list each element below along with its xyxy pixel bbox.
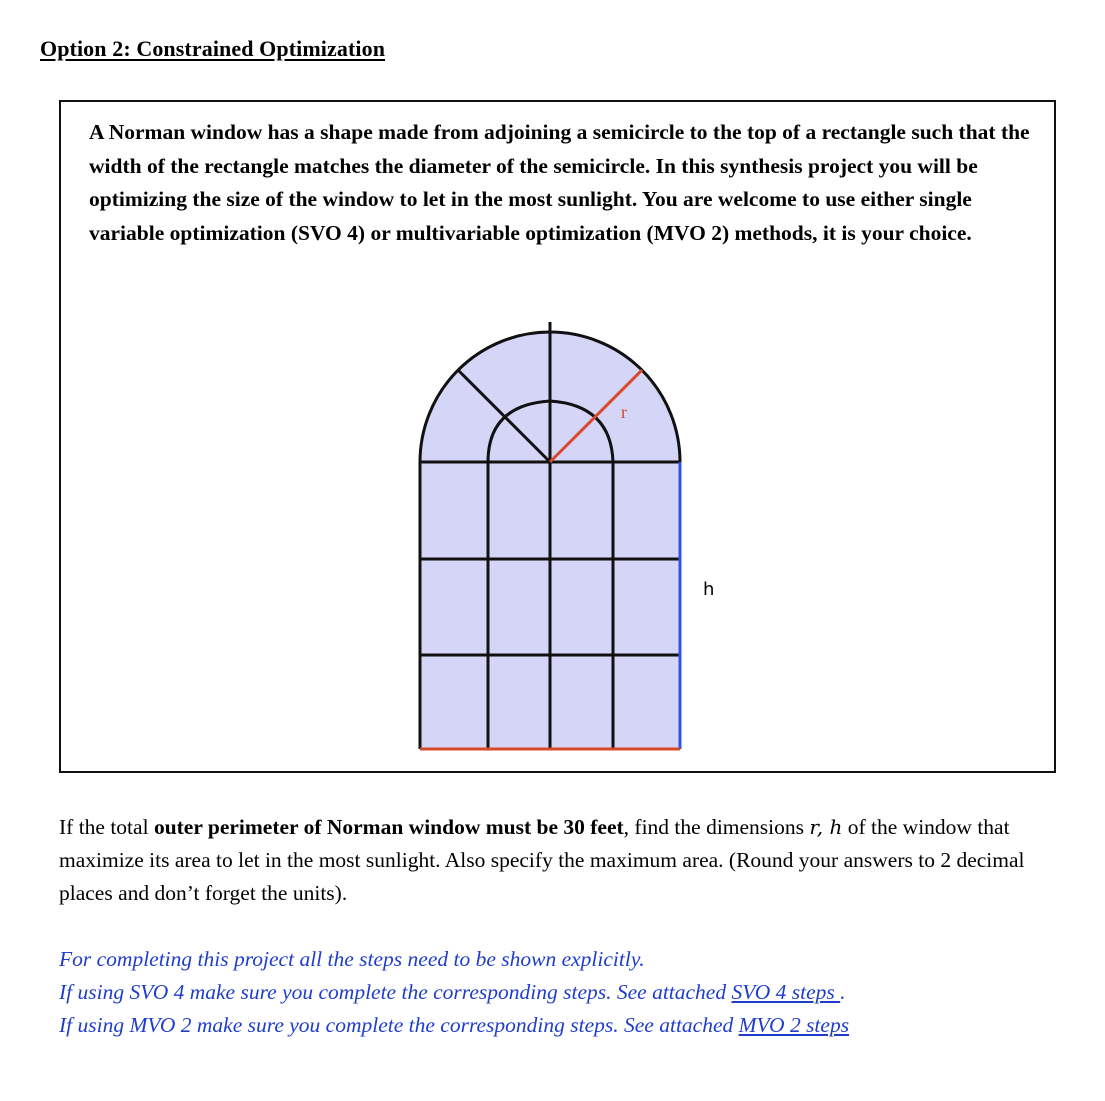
- radius-label: r: [621, 402, 627, 422]
- note-line-2-text: If using SVO 4 make sure you complete the corresponding steps. See attached: [59, 980, 732, 1004]
- problem-intro: A Norman window has a shape made from adjoining a semicircle to the top of a rectangle such that the width of the rectangle matches the diameter of the semicircle. In this synthesis project you will be optimizing the size of the window to let in the most sunlight. You are welcome to use either single variable optimization (SVO 4) or multivariable optimization (MVO 2) methods, it is your choice.: [89, 120, 1030, 245]
- page-title: Option 2: Constrained Optimization: [40, 36, 386, 61]
- mvo-2-steps-link[interactable]: MVO 2 steps: [738, 1013, 850, 1037]
- note-line-1: For completing this project all the steps need to be shown explicitly.: [59, 947, 645, 971]
- task-middle: , find the dimensions: [623, 815, 810, 839]
- task-constraint: outer perimeter of Norman window must be 30 feet: [153, 815, 624, 839]
- note-line-3: [59, 1009, 1089, 1042]
- norman-window-diagram: [415, 317, 715, 757]
- norman-window-figure: [415, 317, 715, 757]
- task-statement: [59, 811, 1079, 910]
- task-variables: r, h: [809, 815, 843, 839]
- task-prefix: If the total: [59, 815, 154, 839]
- svo-4-steps-link[interactable]: SVO 4 steps: [731, 980, 841, 1004]
- note-line-2-end: .: [840, 980, 846, 1004]
- height-label: h: [703, 579, 715, 600]
- task-suffix: of the window that maximize its area to let in the most sunlight. Also specify the maximum area. (Round your answers to 2 decimal places and don’t forget the units).: [59, 815, 1025, 905]
- note-line-3-text: If using MVO 2 make sure you complete the corresponding steps. See attached: [59, 1013, 739, 1037]
- problem-box: [59, 100, 1056, 773]
- instructions: [59, 943, 1089, 1042]
- note-line-2: [59, 976, 1089, 1009]
